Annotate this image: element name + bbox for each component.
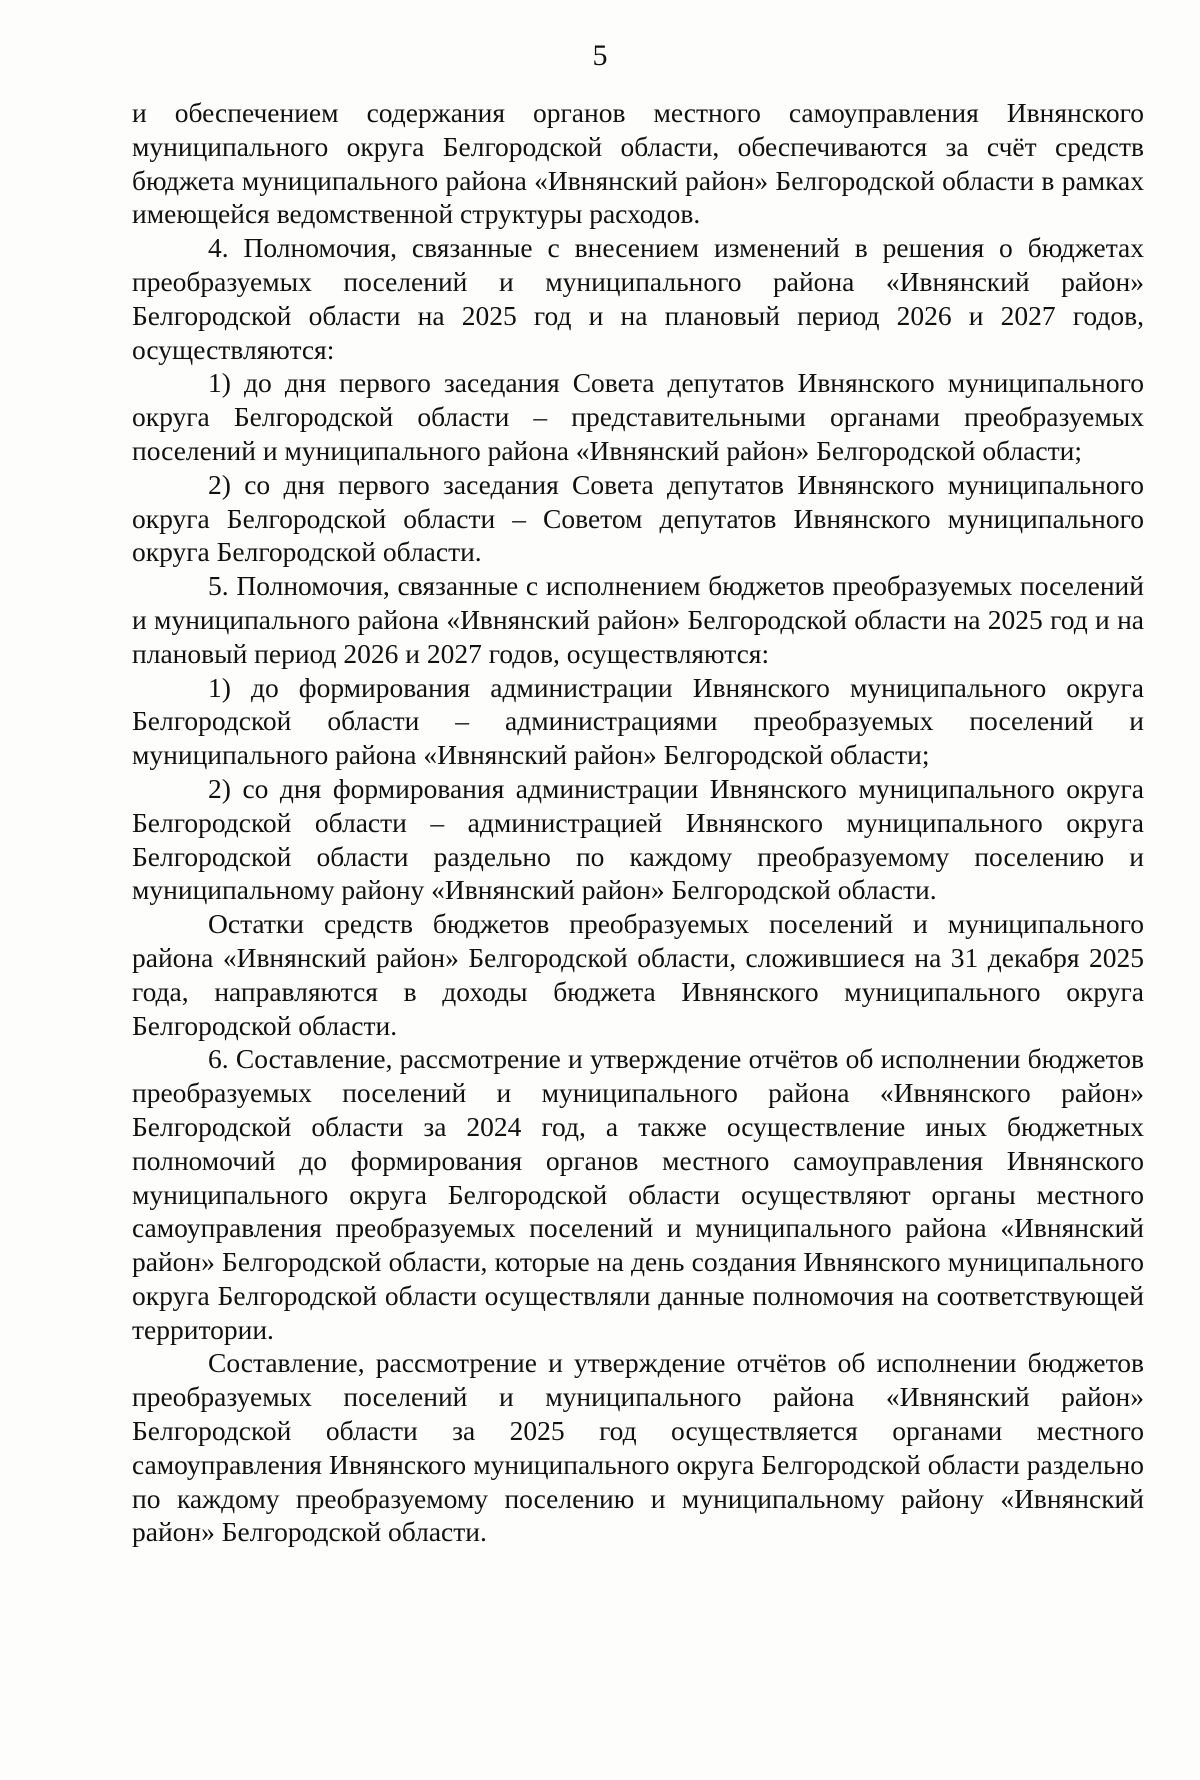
- paragraph: 2) со дня формирования администрации Ивнянского муниципального округа Белгородской области – администрацией Ивнянского муниципального округа Белгородской области раздельно по каждому преобразуемому поселению и муниципальному району «Ивнянский район» Белгородской области.: [132, 772, 1144, 906]
- paragraph: Составление, рассмотрение и утверждение отчётов об исполнении бюджетов преобразуемых поселений и муниципального района «Ивнянский район» Белгородской области за 2025 год осуществляется органами местного самоуправления Ивнянского муниципального округа Белгородской области раздельно по каждому преобразуемому поселению и муниципальному району «Ивнянский район» Белгородской области.: [132, 1347, 1144, 1548]
- paragraph: 6. Составление, рассмотрение и утверждение отчётов об исполнении бюджетов преобразуемых поселений и муниципального района «Ивнянского район» Белгородской области за 2024 год, а также осуществление иных бюджетных полномочий до формирования органов местного самоуправления Ивнянского муниципального округа Белгородской области осуществляют органы местного самоуправления преобразуемых поселений и муниципального района «Ивнянский район» Белгородской области, которые на день создания Ивнянского муниципального округа Белгородской области осуществляли данные полномочия на соответствующей территории.: [132, 1043, 1144, 1345]
- paragraph: 2) со дня первого заседания Совета депутатов Ивнянского муниципального округа Белгородской области – Советом депутатов Ивнянского муниципального округа Белгородской области.: [132, 468, 1144, 568]
- paragraph: и обеспечением содержания органов местного самоуправления Ивнянского муниципального округа Белгородской области, обеспечиваются за счёт средств бюджета муниципального района «Ивнянский район» Белгородской области в рамках имеющейся ведомственной структуры расходов.: [132, 97, 1144, 230]
- paragraph: 5. Полномочия, связанные с исполнением бюджетов преобразуемых поселений и муниципального района «Ивнянский район» Белгородской области на 2025 год и на плановый период 2026 и 2027 годов, осуществляются:: [132, 570, 1144, 669]
- paragraph: 1) до формирования администрации Ивнянского муниципального округа Белгородской области – администрациями преобразуемых поселений и муниципального района «Ивнянский район» Белгородской области;: [132, 671, 1144, 771]
- page-number: 5: [592, 39, 608, 72]
- document-body: [132, 96, 1144, 1549]
- paragraph: Остатки средств бюджетов преобразуемых поселений и муниципального района «Ивнянский район» Белгородской области, сложившиеся на 31 декабря 2025 года, направляются в доходы бюджета Ивнянского муниципального округа Белгородской области.: [132, 908, 1144, 1041]
- paragraph: 4. Полномочия, связанные с внесением изменений в решения о бюджетах преобразуемых поселений и муниципального района «Ивнянский район» Белгородской области на 2025 год и на плановый период 2026 и 2027 годов, осуществляются:: [132, 232, 1144, 365]
- paragraph: 1) до дня первого заседания Совета депутатов Ивнянского муниципального округа Белгородской области – представительными органами преобразуемых поселений и муниципального района «Ивнянский район» Белгородской области;: [132, 367, 1144, 466]
